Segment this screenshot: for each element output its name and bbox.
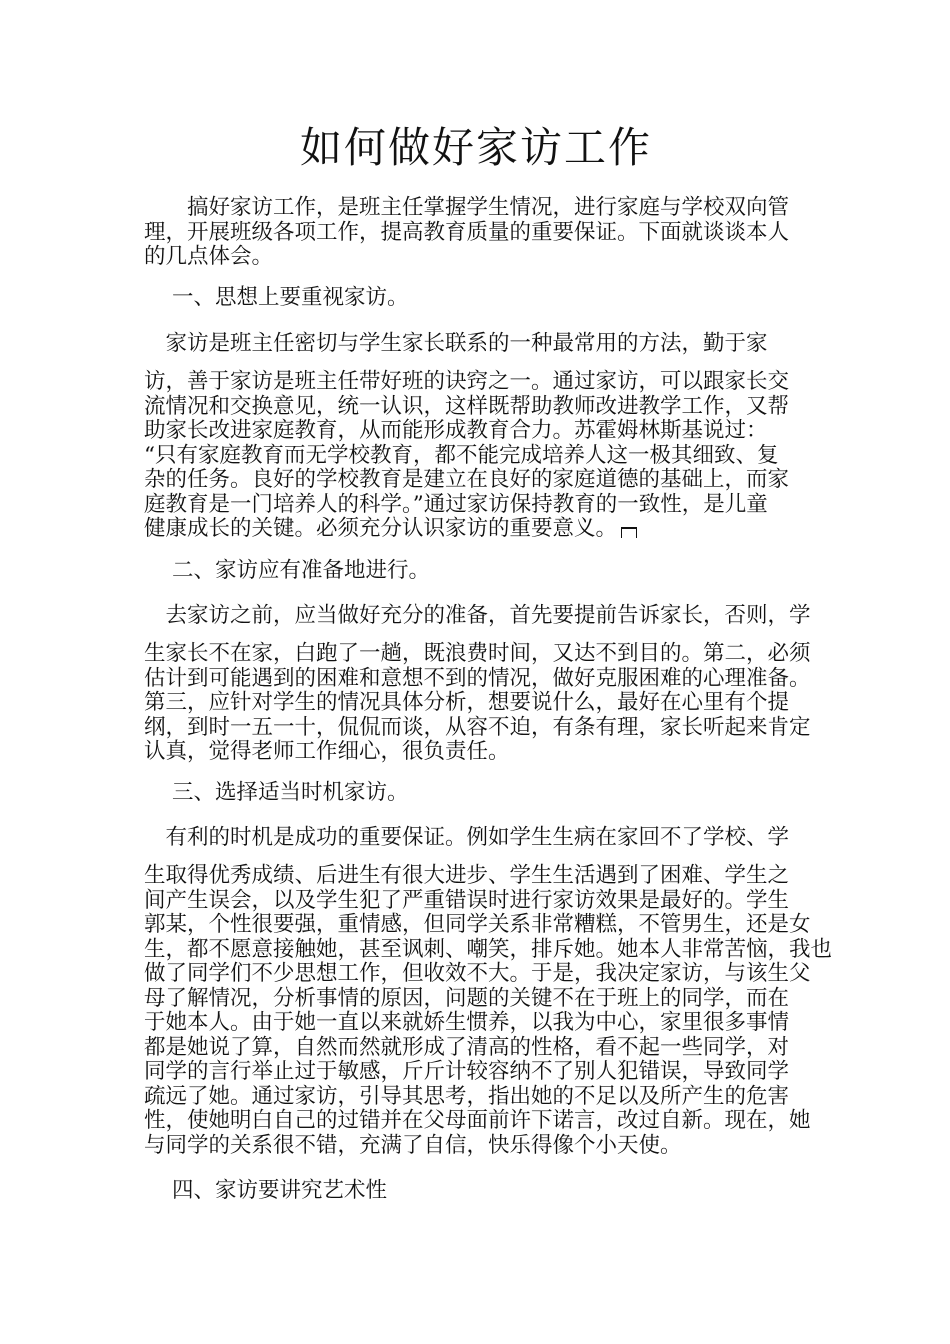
paragraph-line: “只有家庭教育而无学校教育，都不能完成培养人这一极其细致、复 bbox=[144, 442, 779, 468]
section-heading-2: 二、家访应有准备地进行。 bbox=[172, 558, 431, 583]
layout-mark-icon bbox=[621, 527, 637, 538]
paragraph-line: 纲，到时一五一十，侃侃而谈，从容不迫，有条有理，家长听起来肯定 bbox=[144, 714, 811, 740]
section-heading-1: 一、思想上要重视家访。 bbox=[172, 285, 409, 310]
intro-line: 理，开展班级各项工作，提高教育质量的重要保证。下面就谈谈本人 bbox=[144, 219, 790, 245]
intro-line: 搞好家访工作，是班主任掌握学生情况，进行家庭与学校双向管 bbox=[144, 195, 790, 220]
paragraph-line: 于她本人。由于她一直以来就娇生惯养，以我为中心，家里很多事情 bbox=[144, 1010, 790, 1035]
section-3-lead bbox=[144, 826, 808, 851]
paragraph-line: 做了同学们不少思想工作，但收效不大。于是，我决定家访，与该生父 bbox=[144, 961, 811, 986]
intro-line: 的几点体会。 bbox=[144, 244, 274, 269]
paragraph-line: 庭教育是一门培养人的科学。”通过家访保持教育的一致性，是儿童 bbox=[144, 491, 768, 517]
paragraph-line: 访，善于家访是班主任带好班的诀窍之一。通过家访，可以跟家长交 bbox=[144, 369, 790, 394]
paragraph-line: 疏远了她。通过家访，引导其思考，指出她的不足以及所产生的危害 bbox=[144, 1083, 790, 1109]
intro-paragraph bbox=[144, 196, 808, 270]
section-2-lead bbox=[144, 603, 811, 629]
section-heading-3: 三、选择适当时机家访。 bbox=[172, 780, 409, 805]
paragraph-line: 生，都不愿意接触她，甚至讽刺、嘲笑，排斥她。她本人非常苦恼，我也 bbox=[144, 936, 833, 962]
paragraph-line: 生取得优秀成绩、后进生有很大进步、学生生活遇到了困难、学生之 bbox=[144, 863, 790, 888]
paragraph-line: 都是她说了算，自然而然就形成了清高的性格，看不起一些同学，对 bbox=[144, 1034, 790, 1060]
paragraph-line: 助家长改进家庭教育，从而能形成教育合力。苏霍姆林斯基说过： bbox=[144, 418, 768, 443]
section-2-paragraph bbox=[144, 641, 811, 765]
paragraph-line: 与同学的关系很不错，充满了自信，快乐得像个小天使。 bbox=[144, 1132, 682, 1158]
section-1-lead bbox=[144, 332, 808, 357]
paragraph-line: 家访是班主任密切与学生家长联系的一种最常用的方法，勤于家 bbox=[144, 331, 768, 356]
paragraph-line: 间产生误会，以及学生犯了严重错误时进行家访效果是最好的。学生 bbox=[144, 887, 790, 913]
section-heading-4: 四、家访要讲究艺术性 bbox=[172, 1178, 388, 1203]
paragraph-line: 估计到可能遇到的困难和意想不到的情况，做好克服困难的心理准备。 bbox=[144, 665, 811, 691]
section-3-paragraph bbox=[144, 863, 833, 1158]
paragraph-line: 去家访之前，应当做好充分的准备，首先要提前告诉家长，否则，学 bbox=[144, 603, 811, 628]
paragraph-line: 母了解情况，分析事情的原因，问题的关键不在于班上的同学，而在 bbox=[144, 985, 790, 1011]
paragraph-line: 杂的任务。良好的学校教育是建立在良好的家庭道德的基础上，而家 bbox=[144, 467, 790, 492]
paragraph-line: 认真，觉得老师工作细心，很负责任。 bbox=[144, 739, 510, 764]
paragraph-line: 流情况和交换意见，统一认识，这样既帮助教师改进教学工作，又帮 bbox=[144, 393, 790, 419]
paragraph-line: 性，使她明白自己的过错并在父母面前许下诺言，改过自新。现在，她 bbox=[144, 1108, 811, 1133]
paragraph-line: 健康成长的关键。必须充分认识家访的重要意义。 bbox=[144, 516, 618, 541]
paragraph-line: 生家长不在家，白跑了一趟，既浪费时间，又达不到目的。第二，必须 bbox=[144, 641, 811, 666]
section-1-paragraph bbox=[144, 370, 808, 542]
document-title: 如何做好家访工作 bbox=[299, 123, 652, 172]
paragraph-line: 第三，应针对学生的情况具体分析，想要说什么，最好在心里有个提 bbox=[144, 690, 790, 715]
paragraph-line: 有利的时机是成功的重要保证。例如学生生病在家回不了学校、学 bbox=[144, 825, 790, 850]
paragraph-line: 郭某，个性很要强，重情感，但同学关系非常糟糕，不管男生，还是女 bbox=[144, 912, 811, 937]
paragraph-line: 同学的言行举止过于敏感，斤斤计较容纳不了别人犯错误，导致同学 bbox=[144, 1059, 790, 1084]
